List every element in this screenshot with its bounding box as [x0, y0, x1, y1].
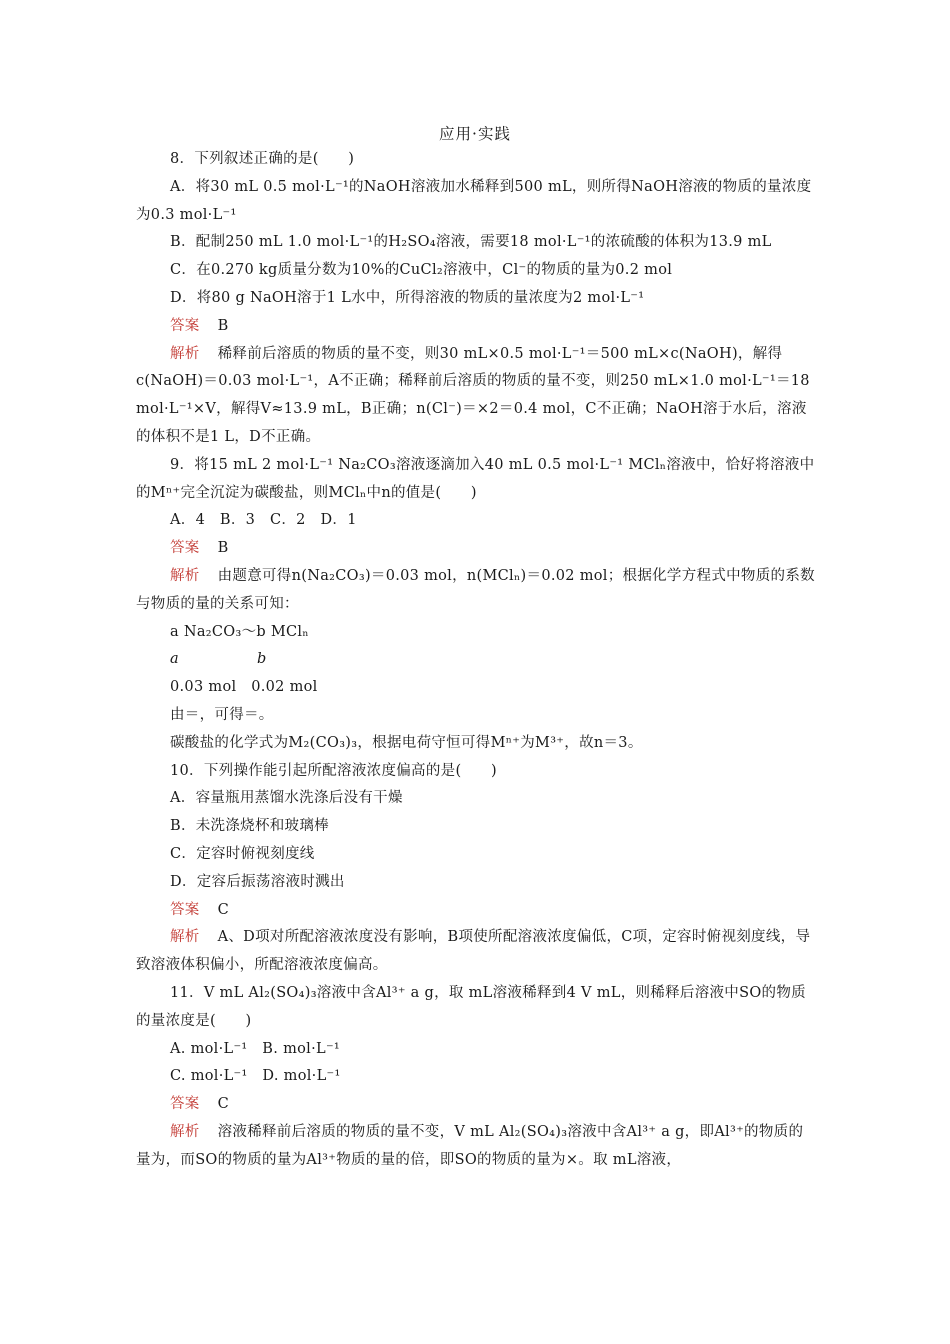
question-9-equation-line-1: a Na₂CO₃～b MClₙ — [170, 623, 309, 640]
analysis-text: 稀释前后溶质的物质的量不变，则30 mL×0.5 mol·L⁻¹＝500 mL×c(NaOH)，解得c(NaOH)＝0.03 mol·L⁻¹，A不正确；稀释前后溶质的物质的量不变，则250 mL×1.0 mol·L⁻¹＝18 mol·L⁻¹×V，解得V≈13.9 mL，B正确；n(Cl⁻)＝×2＝0.4 mol，C不正确；NaOH溶于水后，溶液的体积不是1 L，D不正确。 — [136, 345, 810, 445]
coefficient-a: a — [170, 651, 179, 668]
question-9-stem: 9．将15 mL 2 mol·L⁻¹ Na₂CO₃溶液逐滴加入40 mL 0.5 mol·L⁻¹ MClₙ溶液中，恰好将溶液中的Mⁿ⁺完全沉淀为碳酸盐，则MClₙ中n的值是( ) — [136, 456, 815, 501]
question-9-equation-line-3: 0.03 mol 0.02 mol — [170, 679, 318, 696]
analysis-label: 解析 — [170, 1123, 200, 1140]
question-10-stem: 10．下列操作能引起所配溶液浓度偏高的是( ) — [170, 762, 497, 779]
question-10-option-a: A．容量瓶用蒸馏水洗涤后没有干燥 — [170, 790, 403, 807]
answer-value: C — [217, 901, 230, 918]
question-9-equation-line-2 — [136, 646, 816, 674]
coefficient-b: b — [256, 651, 267, 668]
analysis-label: 解析 — [170, 345, 200, 362]
question-11-stem: 11．V mL Al₂(SO₄)₃溶液中含Al³⁺ a g，取 mL溶液稀释到4 V mL，则稀释后溶液中SO的物质的量浓度是( ) — [136, 984, 806, 1029]
answer-value: B — [217, 317, 229, 334]
analysis-text: 由题意可得n(Na₂CO₃)＝0.03 mol，n(MClₙ)＝0.02 mol；根据化学方程式中物质的系数与物质的量的关系可知： — [136, 567, 815, 612]
question-8-analysis — [136, 341, 816, 452]
question-10-option-d: D．定容后振荡溶液时溅出 — [170, 873, 345, 890]
question-9-answer — [136, 535, 816, 563]
analysis-text: A、D项对所配溶液浓度没有影响，B项使所配溶液浓度偏低，C项，定容时俯视刻度线，导致溶液体积偏小，所配溶液浓度偏高。 — [136, 929, 811, 974]
analysis-label: 解析 — [170, 567, 200, 584]
question-10-option-b: B．未洗涤烧杯和玻璃棒 — [170, 818, 329, 835]
question-8-option-a: A．将30 mL 0.5 mol·L⁻¹的NaOH溶液加水稀释到500 mL，则所得NaOH溶液的物质的量浓度为0.3 mol·L⁻¹ — [136, 178, 812, 223]
answer-label: 答案 — [170, 901, 200, 918]
question-8-answer — [136, 313, 816, 341]
answer-value: B — [217, 540, 229, 557]
question-9-conclusion: 碳酸盐的化学式为M₂(CO₃)₃，根据电荷守恒可得Mⁿ⁺为M³⁺，故n＝3。 — [170, 734, 643, 751]
question-9-equation-line-4: 由＝，可得＝。 — [170, 706, 274, 723]
question-11-options-cd: C. mol·L⁻¹ D. mol·L⁻¹ — [170, 1068, 341, 1085]
question-10-analysis — [136, 924, 816, 980]
question-10-option-c: C．定容时俯视刻度线 — [170, 845, 315, 862]
question-8-option-b: B．配制250 mL 1.0 mol·L⁻¹的H₂SO₄溶液，需要18 mol·L⁻¹的浓硫酸的体积为13.9 mL — [170, 234, 772, 251]
answer-value: C — [217, 1096, 230, 1113]
question-9-options: A．4 B．3 C．2 D．1 — [170, 512, 357, 529]
question-11-analysis — [136, 1119, 816, 1175]
question-8-option-d: D．将80 g NaOH溶于1 L水中，所得溶液的物质的量浓度为2 mol·L⁻¹ — [170, 289, 645, 306]
question-11-options-ab: A. mol·L⁻¹ B. mol·L⁻¹ — [170, 1040, 341, 1057]
question-9-analysis — [136, 563, 816, 619]
question-8-stem: 8．下列叙述正确的是( ) — [170, 151, 355, 167]
document-body — [136, 146, 816, 1174]
answer-label: 答案 — [170, 317, 200, 334]
answer-label: 答案 — [170, 1096, 200, 1113]
analysis-text: 溶液稀释前后溶质的物质的量不变，V mL Al₂(SO₄)₃溶液中含Al³⁺ a g，即Al³⁺的物质的量为，而SO的物质的量为Al³⁺物质的量的倍，即SO的物质的量为×。取 mL溶液， — [136, 1123, 804, 1168]
section-title: 应用·实践 — [439, 125, 511, 143]
answer-label: 答案 — [170, 540, 200, 557]
analysis-label: 解析 — [170, 929, 200, 946]
question-10-answer — [136, 897, 816, 925]
question-8-option-c: C．在0.270 kg质量分数为10%的CuCl₂溶液中，Cl⁻的物质的量为0.2 mol — [170, 262, 673, 279]
question-11-answer — [136, 1091, 816, 1119]
